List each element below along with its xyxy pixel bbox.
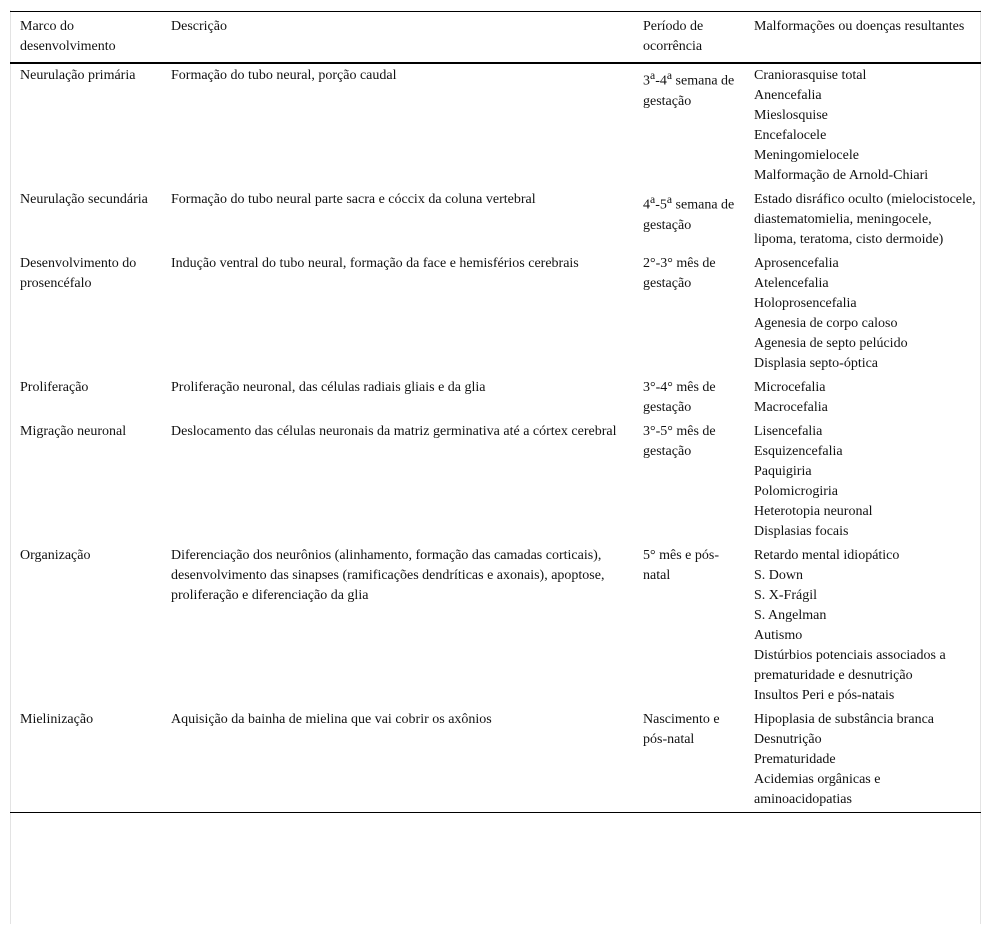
malformation-item: Prematuridade: [754, 752, 836, 767]
cell-description: Diferenciação dos neurônios (alinhamento, formação das camadas corticais), desenvolvimento das sinapses (ramificações dendríticas e axonais), apoptose, proliferação e diferenciação da glia: [171, 548, 605, 603]
malformation-item: Displasias focais: [754, 524, 849, 539]
malformation-item: Anencefalia: [754, 88, 822, 103]
cell-period: 3°-5° mês de gestação: [643, 424, 716, 459]
malformation-item: Agenesia de corpo caloso: [754, 316, 898, 331]
malformation-item: Encefalocele: [754, 128, 827, 143]
header-period: Período de ocorrência: [643, 19, 704, 54]
cell-malformations: [748, 420, 981, 544]
malformation-item: Meningomielocele: [754, 148, 859, 163]
cell-milestone: Neurulação primária: [20, 68, 136, 83]
malformation-item: S. Down: [754, 568, 804, 583]
cell-malformations: [748, 708, 981, 813]
cell-description: Formação do tubo neural, porção caudal: [171, 68, 397, 83]
cell-milestone: Neurulação secundária: [20, 192, 148, 207]
malformation-item: Holoprosencefalia: [754, 296, 857, 311]
cell-malformations: [748, 376, 981, 420]
malformation-item: Retardo mental idiopático: [754, 548, 900, 563]
cell-period: 4$^a$-5$^a$ semana de gestação: [643, 193, 735, 233]
malformation-item: Insultos Peri e pós-natais: [754, 688, 895, 703]
malformation-item: Heterotopia neuronal: [754, 504, 873, 519]
cell-period: 5° mês e pós-natal: [643, 548, 719, 583]
cell-description: Formação do tubo neural parte sacra e cóccix da coluna vertebral: [171, 192, 536, 207]
cell-period: Nascimento e pós-natal: [643, 712, 720, 747]
header-description: Descrição: [171, 19, 227, 34]
malformation-item: Malformação de Arnold-Chiari: [754, 168, 929, 183]
malformation-item: Distúrbios potenciais associados a prematuridade e desnutrição: [754, 648, 946, 683]
cell-description: Aquisição da bainha de mielina que vai cobrir os axônios: [171, 712, 492, 727]
cell-milestone: Desenvolvimento do prosencéfalo: [20, 256, 137, 291]
malformation-item: Esquizencefalia: [754, 444, 843, 459]
table-header: [10, 12, 981, 64]
malformation-item: Autismo: [754, 628, 803, 643]
cell-milestone: Organização: [20, 548, 91, 563]
cell-milestone: Proliferação: [20, 380, 89, 395]
cell-period: 3°-4° mês de gestação: [643, 380, 716, 415]
malformation-item: Estado disráfico oculto (mielocistocele, diastematomielia, meningocele, lipoma, teratoma, cisto dermoide): [754, 192, 976, 247]
malformation-item: Mieslosquise: [754, 108, 828, 123]
table-row: [10, 544, 981, 708]
cell-description: Deslocamento das células neuronais da matriz germinativa até a córtex cerebral: [171, 424, 617, 439]
cell-malformations: [748, 188, 981, 252]
cell-period: 2°-3° mês de gestação: [643, 256, 716, 291]
table-row: [10, 188, 981, 252]
malformation-item: Lisencefalia: [754, 424, 823, 439]
cell-malformations: [748, 63, 981, 188]
table-row: [10, 63, 981, 188]
malformation-item: S. X-Frágil: [754, 588, 817, 603]
malformation-item: Agenesia de septo pelúcido: [754, 336, 908, 351]
malformation-item: Paquigiria: [754, 464, 812, 479]
malformation-item: Acidemias orgânicas e aminoacidopatias: [754, 772, 881, 807]
malformation-item: Desnutrição: [754, 732, 822, 747]
cell-malformations: [748, 544, 981, 708]
table-row: [10, 708, 981, 813]
malformation-item: S. Angelman: [754, 608, 827, 623]
cell-milestone: Mielinização: [20, 712, 94, 727]
table-row: [10, 420, 981, 544]
cell-malformations: [748, 252, 981, 376]
malformation-item: Aprosencefalia: [754, 256, 839, 271]
malformation-item: Atelencefalia: [754, 276, 829, 291]
malformation-item: Macrocefalia: [754, 400, 828, 415]
header-row: [10, 12, 981, 64]
malformation-item: Displasia septo-óptica: [754, 356, 879, 371]
development-milestones-table: [10, 11, 981, 813]
table-body: [10, 63, 981, 813]
cell-description: Indução ventral do tubo neural, formação da face e hemisférios cerebrais: [171, 256, 579, 271]
table-row: [10, 376, 981, 420]
malformation-item: Craniorasquise total: [754, 68, 867, 83]
cell-description: Proliferação neuronal, das células radiais gliais e da glia: [171, 380, 486, 395]
cell-milestone: Migração neuronal: [20, 424, 127, 439]
header-milestone: Marco do desenvolvimento: [20, 19, 116, 54]
malformation-item: Microcefalia: [754, 380, 826, 395]
malformation-item: Hipoplasia de substância branca: [754, 712, 934, 727]
header-malformations: Malformações ou doenças resultantes: [754, 19, 965, 34]
table-row: [10, 252, 981, 376]
cell-period: 3$^a$-4$^a$ semana de gestação: [643, 69, 735, 109]
malformation-item: Polomicrogiria: [754, 484, 838, 499]
